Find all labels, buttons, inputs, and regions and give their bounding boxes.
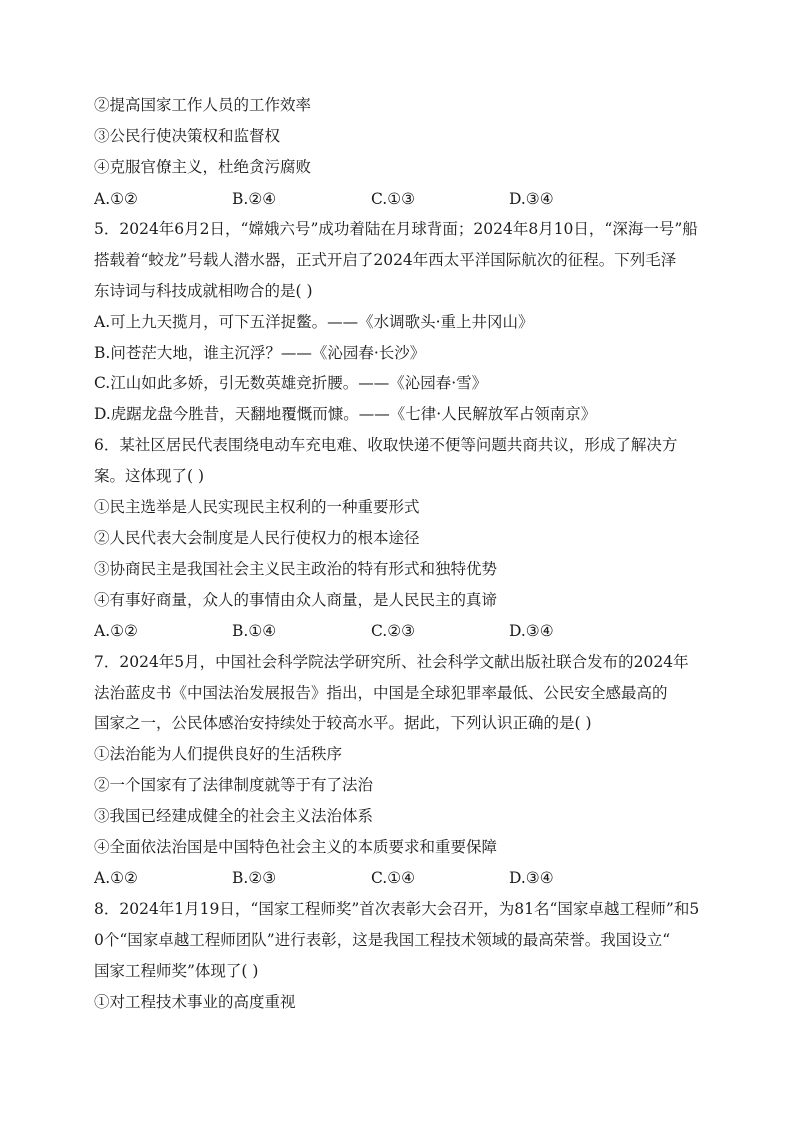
- option-c: C.江山如此多娇，引无数英雄竞折腰。——《沁园春·雪》: [94, 374, 488, 392]
- question-5-stem: 5．2024年6月2日，“嫦娥六号”成功着陆在月球背面；2024年8月10日，“深海一号”船: [94, 220, 698, 238]
- choice-item-4: ④全面依法治国是中国特色社会主义的本质要求和重要保障: [94, 838, 498, 856]
- choice-item-4: ④克服官僚主义，杜绝贪污腐败: [94, 158, 312, 176]
- option-d: D.③④: [509, 622, 554, 640]
- choice-item-4: ④有事好商量，众人的事情由众人商量，是人民民主的真谛: [94, 591, 498, 609]
- question-8-stem: 国家工程师奖”体现了( ): [94, 962, 259, 980]
- option-b: B.②③: [232, 869, 277, 887]
- question-5-stem: 东诗词与科技成就相吻合的是( ): [94, 282, 313, 300]
- choice-item-2: ②提高国家工作人员的工作效率: [94, 96, 312, 114]
- option-a: A.可上九天揽月，可下五洋捉鳖。——《水调歌头·重上井冈山》: [94, 313, 534, 331]
- choice-item-1: ①法治能为人们提供良好的生活秩序: [94, 745, 343, 763]
- choice-item-2: ②一个国家有了法律制度就等于有了法治: [94, 776, 374, 794]
- question-8-stem: 8．2024年1月19日，“国家工程师奖”首次表彰大会召开，为81名“国家卓越工程师”和5: [94, 900, 700, 918]
- option-d: D.虎踞龙盘今胜昔，天翻地覆慨而慷。——《七律·人民解放军占领南京》: [94, 405, 597, 423]
- question-7-stem: 国家之一，公民体感治安持续处于较高水平。据此，下列认识正确的是( ): [94, 714, 592, 732]
- option-b: B.①④: [232, 622, 277, 640]
- choice-item-3: ③我国已经建成健全的社会主义法治体系: [94, 807, 374, 825]
- option-b: B.②④: [232, 190, 277, 208]
- question-7-stem: 7．2024年5月，中国社会科学院法学研究所、社会科学文献出版社联合发布的2024年: [94, 653, 689, 671]
- option-c: C.①③: [371, 190, 416, 208]
- choice-item-3: ③协商民主是我国社会主义民主政治的特有形式和独特优势: [94, 560, 498, 578]
- question-5-stem: 搭载着“蛟龙”号载人潜水器，正式开启了2024年西太平洋国际航次的征程。下列毛泽: [94, 251, 677, 269]
- option-a: A.①②: [94, 190, 138, 208]
- choice-item-2: ②人民代表大会制度是人民行使权力的根本途径: [94, 529, 420, 547]
- question-8-stem: 0个“国家卓越工程师团队”进行表彰，这是我国工程技术领域的最高荣誉。我国设立“: [94, 931, 671, 949]
- choice-item-3: ③公民行使决策权和监督权: [94, 127, 281, 145]
- question-7-stem: 法治蓝皮书《中国法治发展报告》指出，中国是全球犯罪率最低、公民安全感最高的: [94, 684, 668, 702]
- option-d: D.③④: [509, 869, 554, 887]
- choice-item-1: ①民主选举是人民实现民主权利的一种重要形式: [94, 498, 420, 516]
- option-b: B.问苍茫大地，谁主沉浮？——《沁园春·长沙》: [94, 344, 426, 362]
- question-6-stem: 案。这体现了( ): [94, 467, 205, 485]
- option-c: C.②③: [371, 622, 416, 640]
- option-d: D.③④: [509, 190, 554, 208]
- option-c: C.①④: [371, 869, 416, 887]
- option-a: A.①②: [94, 622, 138, 640]
- choice-item-1: ①对工程技术事业的高度重视: [94, 993, 296, 1011]
- option-a: A.①②: [94, 869, 138, 887]
- question-6-stem: 6．某社区居民代表围绕电动车充电难、收取快递不便等问题共商共议，形成了解决方: [94, 436, 678, 454]
